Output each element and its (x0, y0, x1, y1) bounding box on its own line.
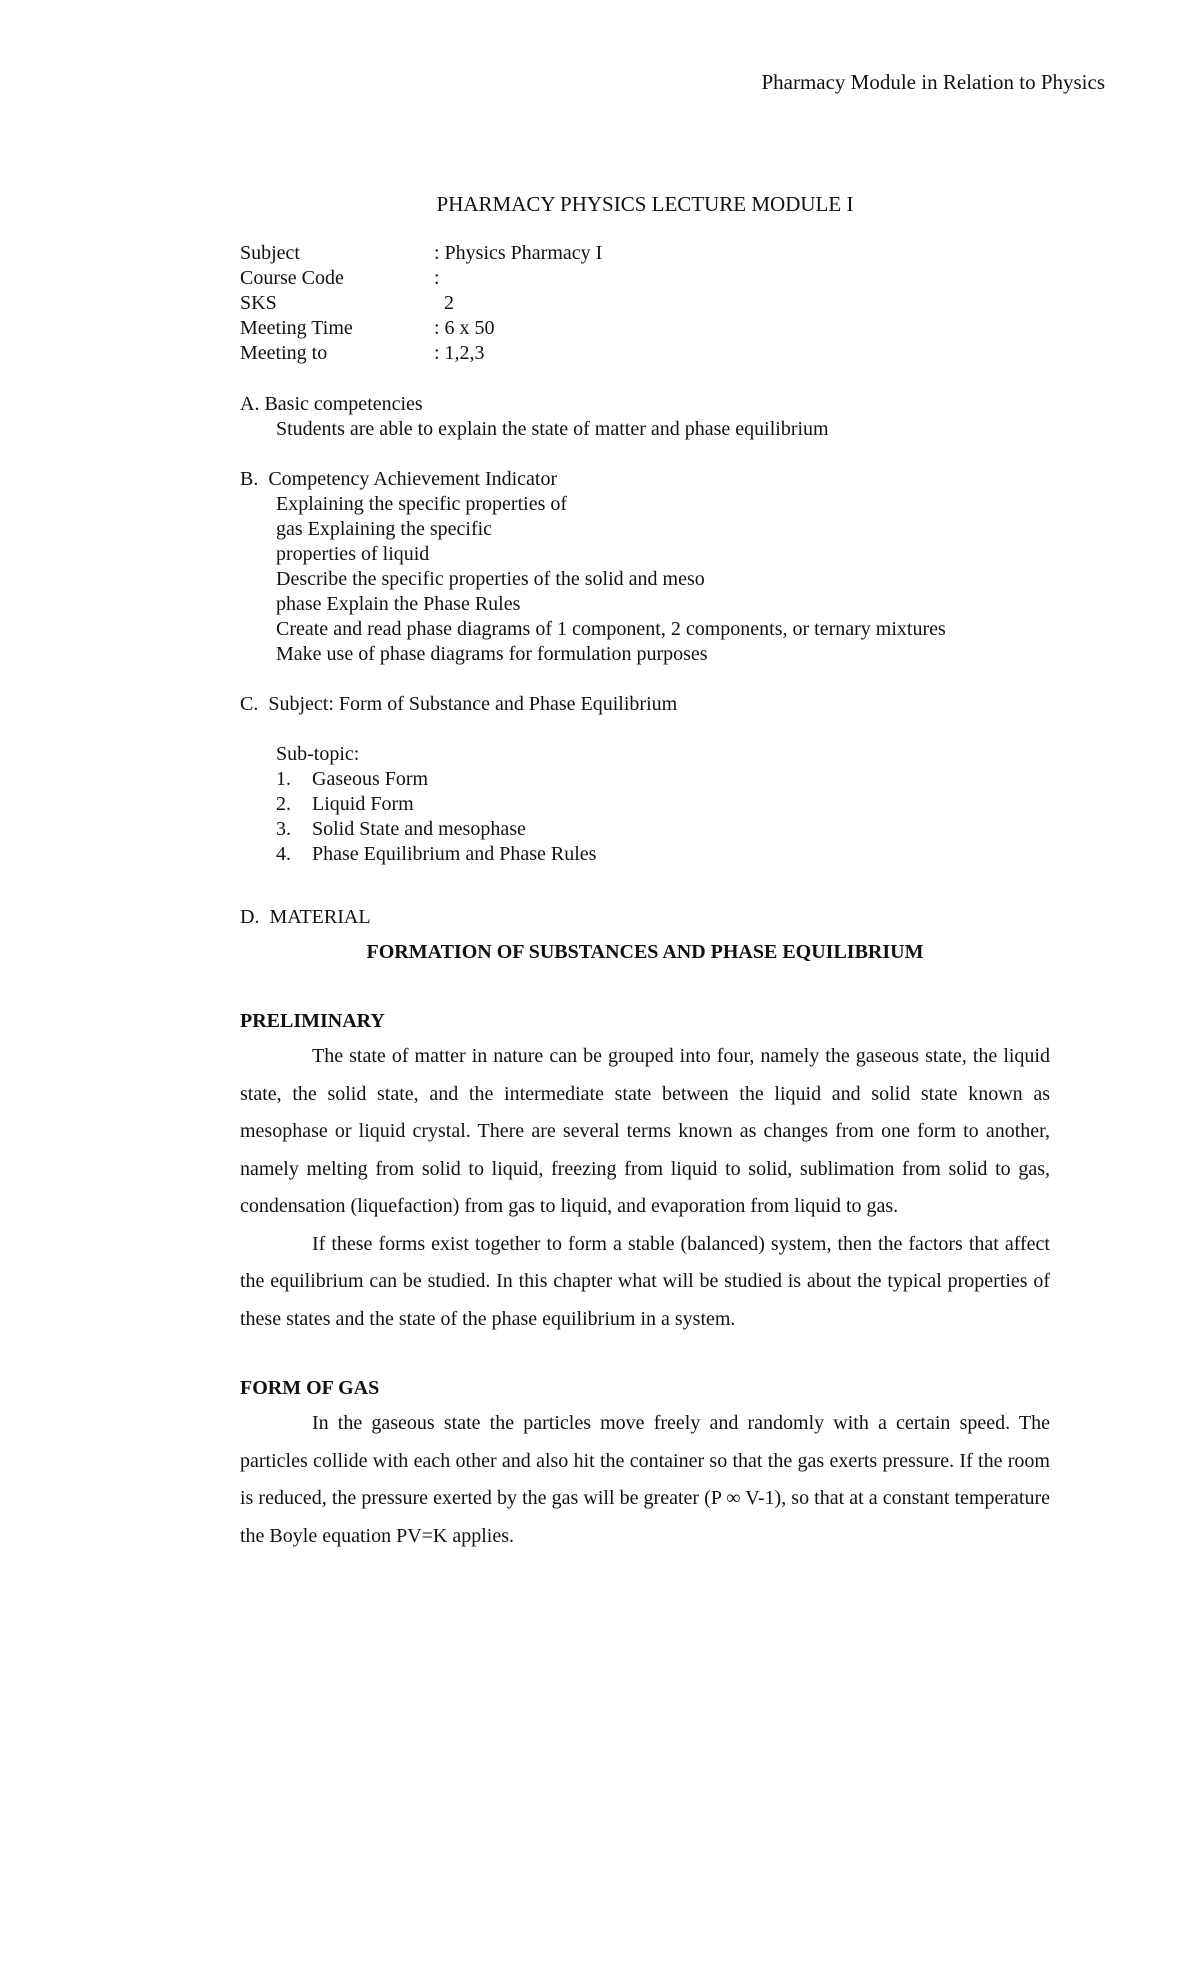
document-page (240, 192, 1050, 1555)
info-row-meeting-to (240, 341, 602, 366)
subtopic-label: Sub-topic: (276, 743, 360, 765)
indicator-line: Describe the specific properties of the solid and meso (276, 568, 705, 590)
list-item (276, 842, 1050, 867)
indicator-line: Explaining the specific properties of (276, 493, 568, 515)
info-value: : (434, 267, 440, 289)
running-header: Pharmacy Module in Relation to Physics (761, 70, 1105, 94)
paragraph: The state of matter in nature can be grouped into four, namely the gaseous state, the liquid state, the solid state, and the intermediate state between the liquid and solid state known as mesophase or liquid crystal. There are several terms known as changes from one form to another, namely melting from solid to liquid, freezing from liquid to solid, sublimation from solid to gas, condensation (liquefaction) from gas to liquid, and evaporation from liquid to gas. (240, 1045, 1050, 1217)
indicator-line: properties of liquid (276, 543, 430, 565)
info-value: : 1,2,3 (434, 342, 485, 364)
list-item (276, 817, 1050, 842)
section-body (240, 742, 1050, 867)
section-body (240, 417, 1050, 442)
section-preliminary (240, 1009, 1050, 1338)
list-number: 2. (276, 793, 291, 815)
list-number: 4. (276, 843, 291, 865)
section-competency-indicator (240, 467, 1050, 667)
paragraph: If these forms exist together to form a stable (balanced) system, then the factors that affect the equilibrium can be studied. In this chapter what will be studied is about the typical properties of these states and the state of the phase equilibrium in a system. (240, 1232, 1050, 1330)
list-number: 1. (276, 768, 291, 790)
section-basic-competencies (240, 392, 1050, 442)
section-material (240, 905, 1050, 965)
section-line: Students are able to explain the state of matter and phase equilibrium (276, 418, 829, 440)
list-text: Solid State and mesophase (312, 818, 526, 840)
section-heading: C. Subject: Form of Substance and Phase Equilibrium (240, 693, 678, 715)
section-heading: PRELIMINARY (240, 1010, 385, 1032)
paragraph: In the gaseous state the particles move freely and randomly with a certain speed. The particles collide with each other and also hit the container so that the gas exerts pressure. If the room is reduced, the pressure exerted by the gas will be greater (P ∞ V-1), so that at a constant temperature the Boyle equation PV=K applies. (240, 1412, 1050, 1547)
module-title: PHARMACY PHYSICS LECTURE MODULE I (436, 192, 854, 216)
info-label: SKS (240, 292, 277, 314)
indicator-line: Make use of phase diagrams for formulation purposes (276, 643, 708, 665)
indicator-line: phase Explain the Phase Rules (276, 593, 521, 615)
info-row-course-code (240, 266, 602, 291)
info-label: Meeting to (240, 342, 328, 364)
info-value: 2 (434, 292, 454, 314)
info-value: : 6 x 50 (434, 317, 495, 339)
info-row-subject (240, 241, 602, 266)
list-number: 3. (276, 818, 291, 840)
section-heading: D. MATERIAL (240, 906, 371, 928)
section-heading: B. Competency Achievement Indicator (240, 468, 558, 490)
list-item (276, 792, 1050, 817)
info-label: Course Code (240, 267, 344, 289)
list-text: Liquid Form (312, 793, 414, 815)
section-subject (240, 692, 1050, 867)
section-heading: A. Basic competencies (240, 393, 423, 415)
section-form-of-gas (240, 1376, 1050, 1555)
material-title: FORMATION OF SUBSTANCES AND PHASE EQUILIBRIUM (366, 941, 924, 963)
info-label: Subject (240, 242, 300, 264)
indicator-line: Create and read phase diagrams of 1 component, 2 components, or ternary mixtures (276, 618, 946, 640)
course-info-table (240, 241, 602, 366)
list-text: Phase Equilibrium and Phase Rules (312, 843, 597, 865)
subtopic-list (276, 767, 1050, 867)
section-heading: FORM OF GAS (240, 1377, 380, 1399)
indicator-line: gas Explaining the specific (276, 518, 493, 540)
info-value: : Physics Pharmacy I (434, 242, 603, 264)
info-label: Meeting Time (240, 317, 353, 339)
list-item (276, 767, 1050, 792)
section-body (240, 492, 1050, 667)
list-text: Gaseous Form (312, 768, 429, 790)
info-row-meeting-time (240, 316, 602, 341)
info-row-sks (240, 291, 602, 316)
